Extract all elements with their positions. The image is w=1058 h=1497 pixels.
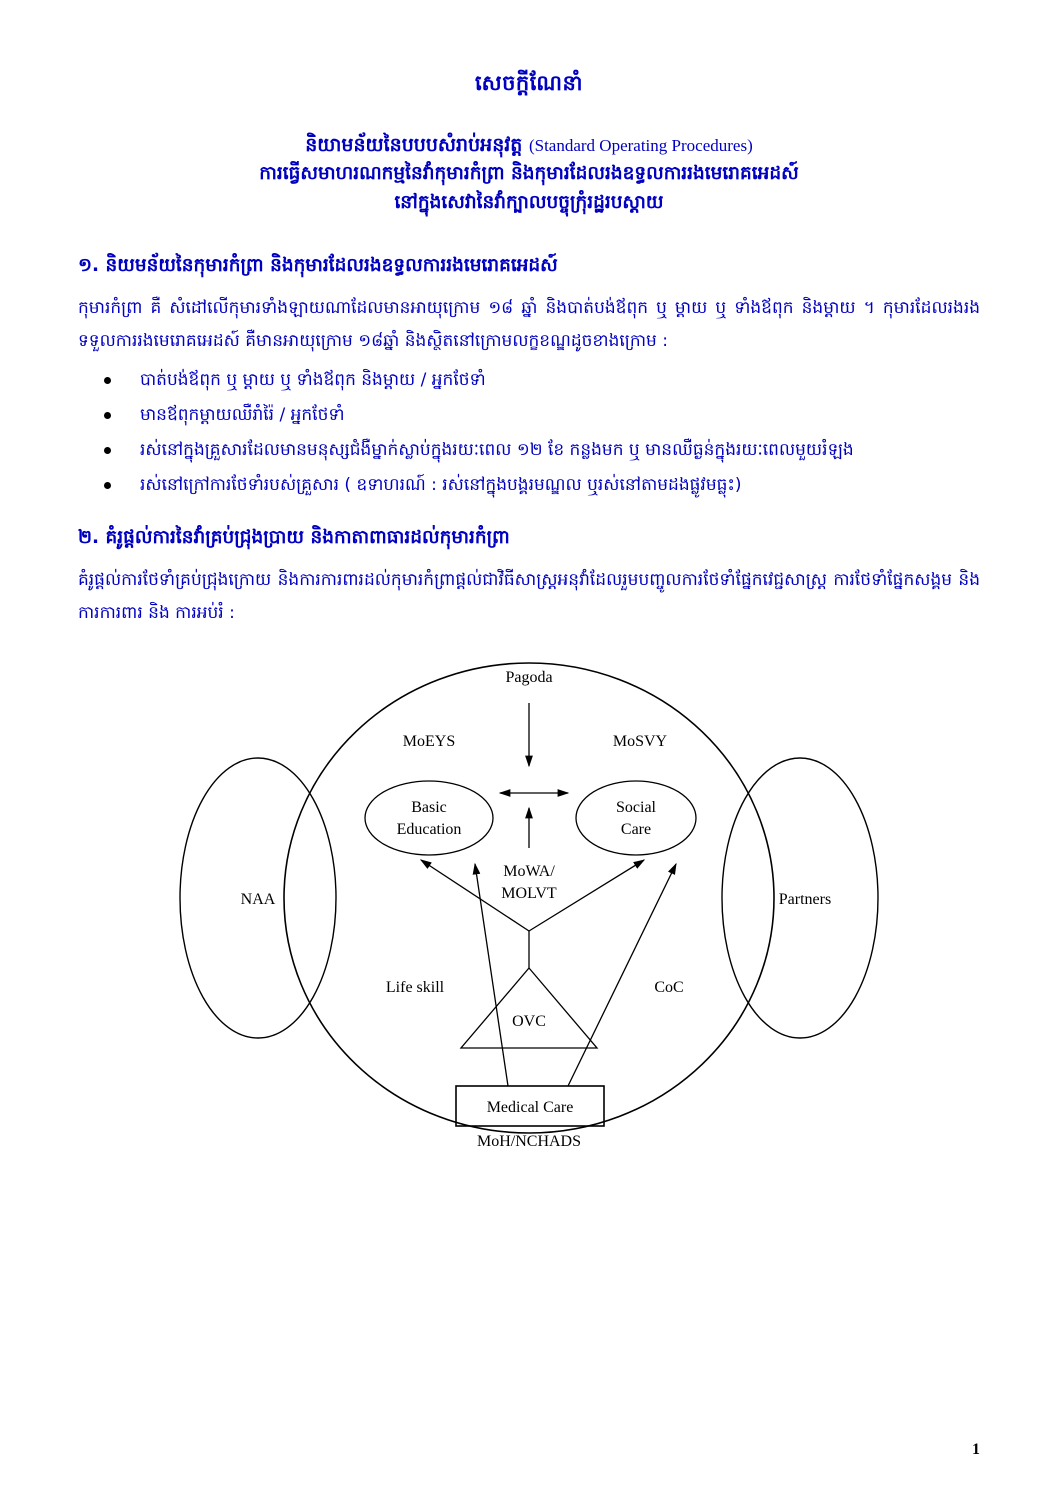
list-item: រស់នៅក្រៅការថែទាំរបស់គ្រួសារ ( ឧទាហរណ៍ : រស់នៅក្នុងបង្គរមណ្ឌល ឬរស់នៅតាមដងផ្លូវមធ្លុះ): [78, 469, 980, 502]
ovc-care-model-diagram: [78, 648, 980, 1148]
basic-education-label-line2: Education: [396, 821, 462, 839]
partners-label: Partners: [778, 891, 832, 909]
page-number: 1: [972, 1441, 980, 1458]
moeys-label: MoEYS: [402, 733, 456, 751]
document-subtitle: [78, 131, 980, 218]
moh-nchads-label: MoH/NCHADS: [476, 1133, 582, 1149]
list-item: រស់នៅក្នុងគ្រួសារដែលមានមនុស្សជំងឺម្នាក់ស្លាប់ក្នុងរយៈពេល ១២ ខែ កន្លងមក ឬ មានឈឺធ្ងន់ក្នុងរយៈពេលមួយរំឡង: [78, 434, 980, 467]
list-item: បាត់បង់ឪពុក ឬ ម្ដាយ ឬ ទាំងឪពុក និងម្ដាយ / អ្នកថែទាំ: [78, 364, 980, 397]
basic-education-label-line1: Basic: [411, 799, 447, 817]
ovc-label: OVC: [512, 1013, 546, 1031]
mowa-label-line1: MoWA/: [503, 863, 555, 881]
social-care-label-line1: Social: [616, 799, 656, 817]
section-2-paragraph: គំរូផ្ដល់ការថែទាំគ្រប់ជ្រុងក្រោយ និងការការពារដល់កុមារកំព្រាផ្ដល់ជាវិធីសាស្ត្រអនុវាំដែលរួមបញ្ចូលការថែទាំផ្នែកវេជ្ជសាស្ត្រ ការថែទាំផ្នែកសង្គម និងការការពារ និង ការអប់រំ :: [78, 570, 980, 624]
pagoda-label: Pagoda: [505, 669, 553, 687]
mosvy-label: MoSVY: [612, 733, 668, 751]
page-title: សេចក្ដីណែនាំ: [474, 71, 584, 95]
section-1-heading: ១. និយមន័យនៃកុមារកំព្រា និងកុមារដែលរងឧទ្ធលការរងមេរោគអេដស៍: [78, 254, 558, 276]
ovc-triangle: [461, 968, 597, 1048]
medical-care-label: Medical Care: [486, 1099, 574, 1117]
section-1-paragraph: កុមារកំព្រា គឺ សំដៅលើកុមារទាំងឡាយណាដែលមានអាយុក្រោម ១៨ ឆ្នាំ និងបាត់បង់ឪពុក ឬ ម្ដាយ ឬ ទាំងឪពុក និងម្ដាយ ។ កុមារដែលរងរងទទួលការរងមេរោគអេដស៍ គឺមានអាយុក្រោម ១៨ឆ្នាំ និងស្ថិតនៅក្រោមលក្ខខណ្ឌដូចខាងក្រោម :: [78, 297, 980, 351]
section-2-heading: ២. គំរូផ្ដល់ការនៃវាំគ្រប់ជ្រុងប្រាយ និងកាតាពាធារដល់កុមារកំព្រា: [78, 527, 510, 549]
coc-label: CoC: [654, 979, 684, 997]
naa-label: NAA: [240, 891, 276, 909]
subtitle-line2: ការធ្វើសមាហរណកម្មនៃវាំកុមារកំព្រា និងកុមារដែលរងឧទ្ធលការរងមេរោគអេដស៍: [259, 163, 799, 185]
subtitle-line3: នៅក្នុងសេវានៃវាំក្បាលបច្ចុក្រុំរដ្ឋរបស្ដាយ: [394, 192, 664, 214]
social-care-ellipse: [576, 781, 696, 855]
mowa-label-line2: MOLVT: [501, 885, 557, 903]
subtitle-line1: និយាមន័យនៃបបបសំរាប់អនុវត្ត: [305, 134, 523, 156]
list-item: មានឪពុកម្ដាយឈឺរាំរ៉ៃ / អ្នកថែទាំ: [78, 399, 980, 432]
section-1-bullet-list: [78, 364, 980, 503]
life-skill-label: Life skill: [385, 979, 445, 997]
subtitle-line1-latin: (Standard Operating Procedures): [528, 136, 753, 155]
basic-education-ellipse: [365, 781, 493, 855]
social-care-label-line2: Care: [620, 821, 652, 839]
